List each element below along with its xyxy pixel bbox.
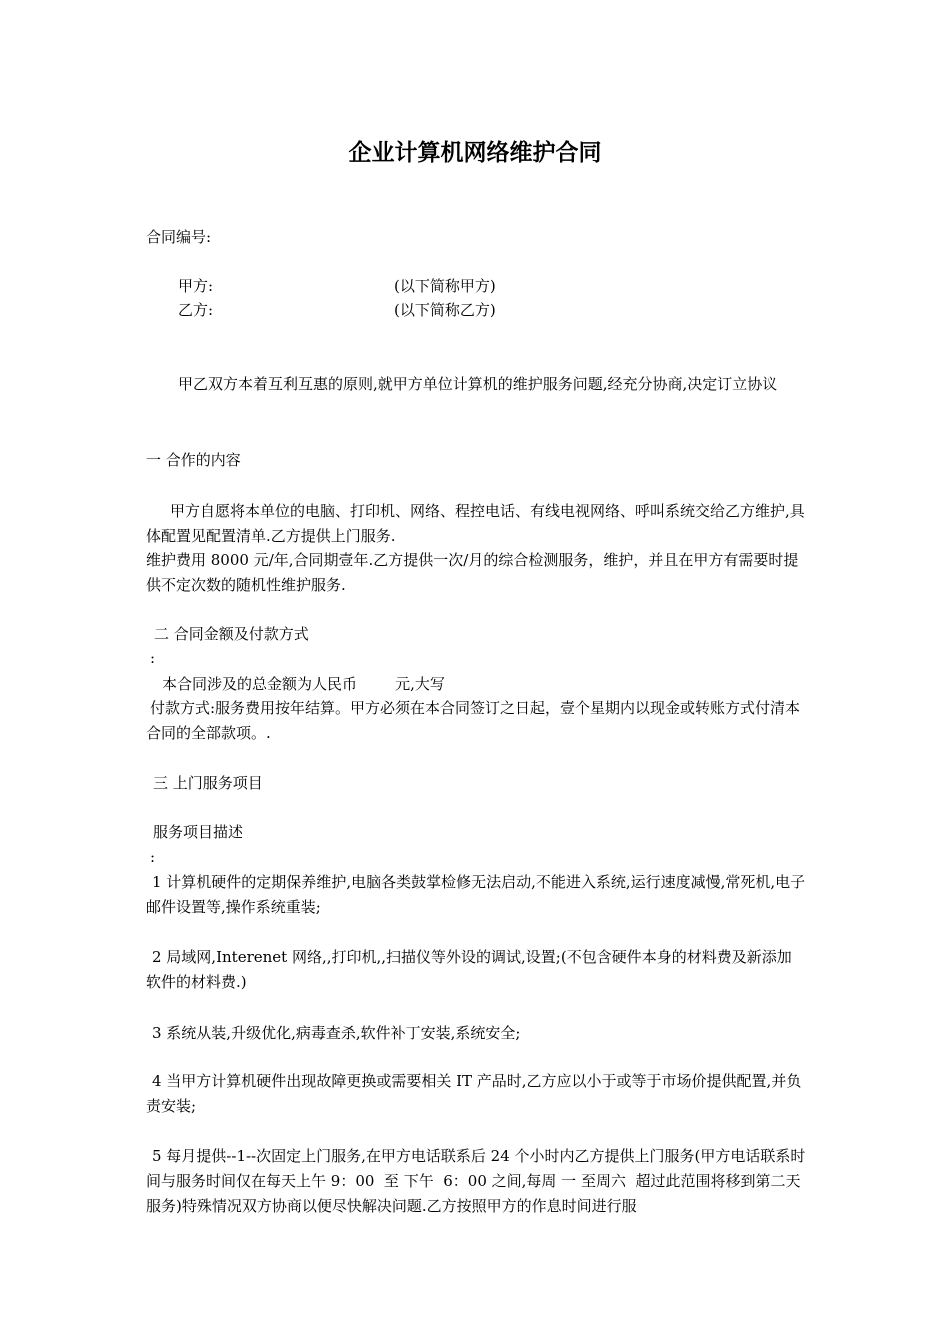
party-b-label: 乙方: bbox=[178, 301, 214, 319]
section-1-heading: 一 合作的内容 bbox=[146, 451, 241, 469]
page-title: 企业计算机网络维护合同 bbox=[348, 140, 602, 166]
party-a-label: 甲方: bbox=[178, 277, 214, 295]
section-3-colon: : bbox=[150, 848, 156, 866]
party-b-note: (以下简称乙方) bbox=[394, 301, 496, 319]
section-1-paragraph-1: 甲方自愿将本单位的电脑、打印机、网络、程控电话、有线电视网络、呼叫系统交给乙方维护,具体配置见配置清单.乙方提供上门服务. bbox=[146, 502, 805, 545]
service-item-5: 5 每月提供--1--次固定上门服务,在甲方电话联系后 24 个小时内乙方提供上门服务(甲方电话联系时间与服务时间仅在每天上午 9：00 至 下午 6：00 之间,每周 一 至周六 超过此范围将移到第二天服务)特殊情况双方协商以便尽快解决问题.乙方按照甲方的作息时间进行服 bbox=[146, 1147, 806, 1215]
section-1-paragraph-2: 维护费用 8000 元/年,合同期壹年.乙方提供一次/月的综合检测服务，维护，并且在甲方有需要时提供不定次数的随机性维护服务. bbox=[146, 551, 799, 594]
service-item-1: 1 计算机硬件的定期保养维护,电脑各类鼓掌检修无法启动,不能进入系统,运行速度减慢,常死机,电子邮件设置等,操作系统重装; bbox=[146, 873, 806, 916]
section-3-subheading: 服务项目描述 bbox=[153, 823, 244, 841]
service-item-4: 4 当甲方计算机硬件出现故障更换或需要相关 IT 产品时,乙方应以小于或等于市场价提供配置,并负责安装; bbox=[146, 1072, 802, 1115]
amount-line: 本合同涉及的总金额为人民币 元,大写 bbox=[162, 675, 445, 693]
section-2-colon: : bbox=[150, 649, 156, 667]
section-2-heading: 二 合同金额及付款方式 bbox=[154, 625, 309, 643]
payment-paragraph: 付款方式:服务费用按年结算。甲方必须在本合同签订之日起，壹个星期内以现金或转账方式付清本合同的全部款项。. bbox=[146, 699, 801, 742]
section-3-heading: 三 上门服务项目 bbox=[153, 774, 263, 792]
contract-number-label: 合同编号: bbox=[146, 228, 212, 246]
service-item-2: 2 局域网,Interenet 网络,,打印机,,扫描仪等外设的调试,设置;(不包含硬件本身的材料费及新添加软件的材料费.) bbox=[146, 948, 792, 991]
party-a-note: (以下简称甲方) bbox=[394, 277, 496, 295]
service-item-3: 3 系统从装,升级优化,病毒查杀,软件补丁安装,系统安全; bbox=[152, 1024, 521, 1042]
intro-paragraph: 甲乙双方本着互利互惠的原则,就甲方单位计算机的维护服务问题,经充分协商,决定订立协议 bbox=[178, 375, 778, 393]
